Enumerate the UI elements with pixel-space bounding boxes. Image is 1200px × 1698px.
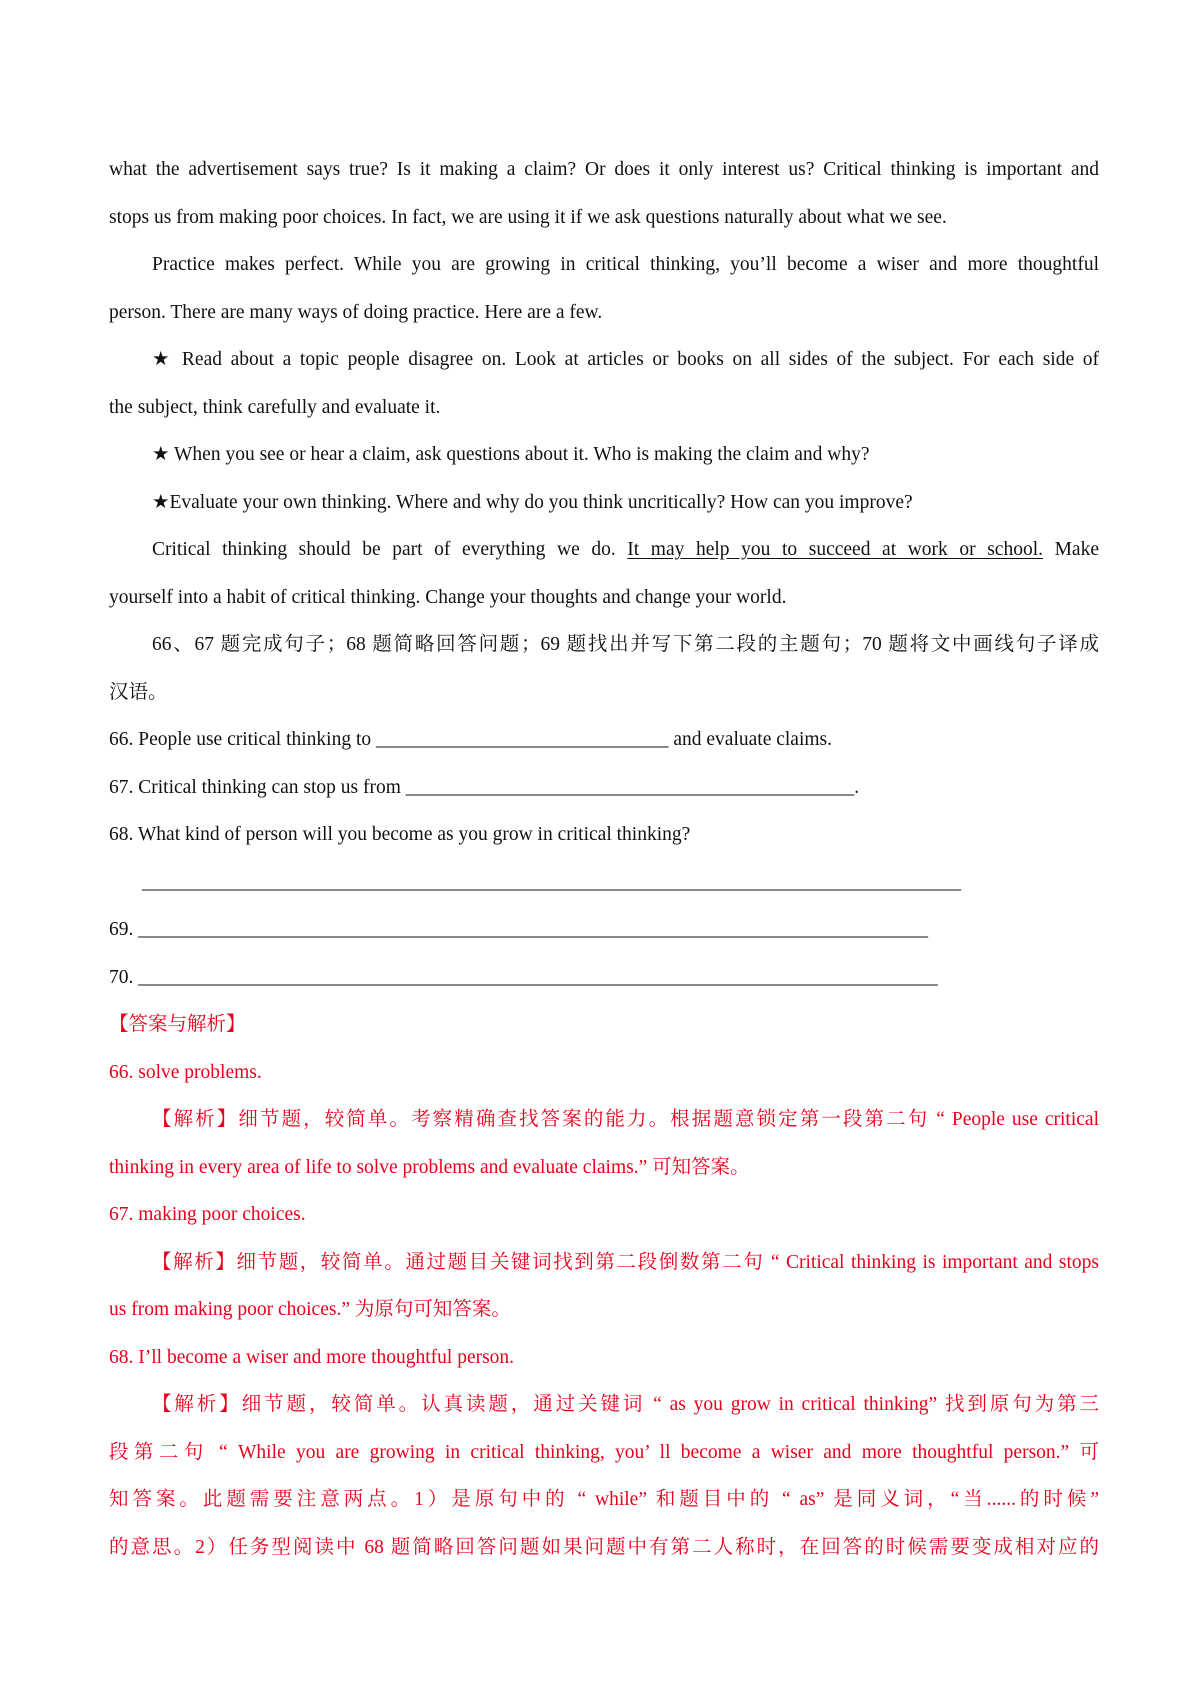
bullet-3: ★Evaluate your own thinking. Where and why do you think uncritically? How can you improve? bbox=[152, 491, 913, 513]
bullet-1-line1: ★ Read about a topic people disagree on. Look at articles or books on all sides of the subject. For each side of bbox=[152, 349, 1099, 370]
question-67: 67. Critical thinking can stop us from ______________________________________________. bbox=[109, 776, 860, 798]
passage-p1-line1: what the advertisement says true? Is it making a claim? Or does it only interest us? Critical thinking is important and bbox=[109, 159, 1099, 180]
p3-end: Make bbox=[1043, 539, 1099, 560]
passage-p3-line1 bbox=[109, 526, 1099, 574]
answer-68-explanation-line1: 【解析】细节题，较简单。认真读题，通过关键词 “ as you grow in critical thinking” 找到原句为第三 bbox=[152, 1394, 1099, 1415]
answers-heading: 【答案与解析】 bbox=[109, 1014, 246, 1035]
answer-66-explanation-line2: thinking in every area of life to solve problems and evaluate claims.” 可知答案。 bbox=[109, 1156, 750, 1178]
answer-67-explanation-line1: 【解析】细节题，较简单。通过题目关键词找到第二段倒数第二句 “ Critical thinking is important and stops bbox=[152, 1251, 1099, 1273]
passage-p2-line2: person. There are many ways of doing practice. Here are a few. bbox=[109, 301, 603, 323]
passage-p1-line2: stops us from making poor choices. In fact, we are using it if we ask questions naturally about what we see. bbox=[109, 206, 947, 228]
passage-p3-line2: yourself into a habit of critical thinking. Change your thoughts and change your world. bbox=[109, 586, 787, 608]
answer-66: 66. solve problems. bbox=[109, 1061, 262, 1083]
question-68: 68. What kind of person will you become as you grow in critical thinking? bbox=[109, 824, 691, 845]
question-69: 69. _________________________________________________________________________________ bbox=[109, 919, 928, 940]
question-68-answer-blank: ____________________________________________________________________________________ bbox=[142, 871, 961, 893]
document-page bbox=[109, 146, 1099, 1571]
bullet-2: ★ When you see or hear a claim, ask questions about it. Who is making the claim and why? bbox=[152, 444, 870, 465]
answer-68-explanation-line3: 知答案。此题需要注意两点。1）是原句中的 “ while” 和题目中的 “ as” 是同义词，“当......的时候” bbox=[109, 1489, 1099, 1510]
answer-68-explanation-line4: 的意思。2）任务型阅读中 68 题简略回答问题如果问题中有第二人称时，在回答的时候需要变成相对应的 bbox=[109, 1536, 1099, 1558]
instructions-line1: 66、67 题完成句子；68 题简略回答问题；69 题找出并写下第二段的主题句；70 题将文中画线句子译成 bbox=[152, 634, 1099, 655]
p3-start: Critical thinking should be part of everything we do. bbox=[152, 539, 628, 560]
bullet-1-line2: the subject, think carefully and evaluate it. bbox=[109, 396, 441, 418]
answer-68: 68. I’ll become a wiser and more thoughtful person. bbox=[109, 1346, 515, 1368]
answer-66-explanation-line1: 【解析】细节题，较简单。考察精确查找答案的能力。根据题意锁定第一段第二句 “ People use critical bbox=[152, 1109, 1099, 1130]
underlined-sentence: It may help you to succeed at work or school. bbox=[627, 539, 1043, 560]
passage-p2-line1: Practice makes perfect. While you are growing in critical thinking, you’ll become a wiser and more thoughtful bbox=[152, 254, 1099, 275]
instructions-line2: 汉语。 bbox=[109, 681, 168, 703]
answer-67-explanation-line2: us from making poor choices.” 为原句可知答案。 bbox=[109, 1299, 511, 1320]
answer-68-explanation-line2: 段第二句 “ While you are growing in critical thinking, you’ ll become a wiser and more thoughtful person.” 可 bbox=[109, 1441, 1099, 1463]
question-66: 66. People use critical thinking to ______________________________ and evaluate claims. bbox=[109, 729, 833, 750]
question-70: 70. __________________________________________________________________________________ bbox=[109, 966, 938, 988]
answer-67: 67. making poor choices. bbox=[109, 1204, 306, 1225]
